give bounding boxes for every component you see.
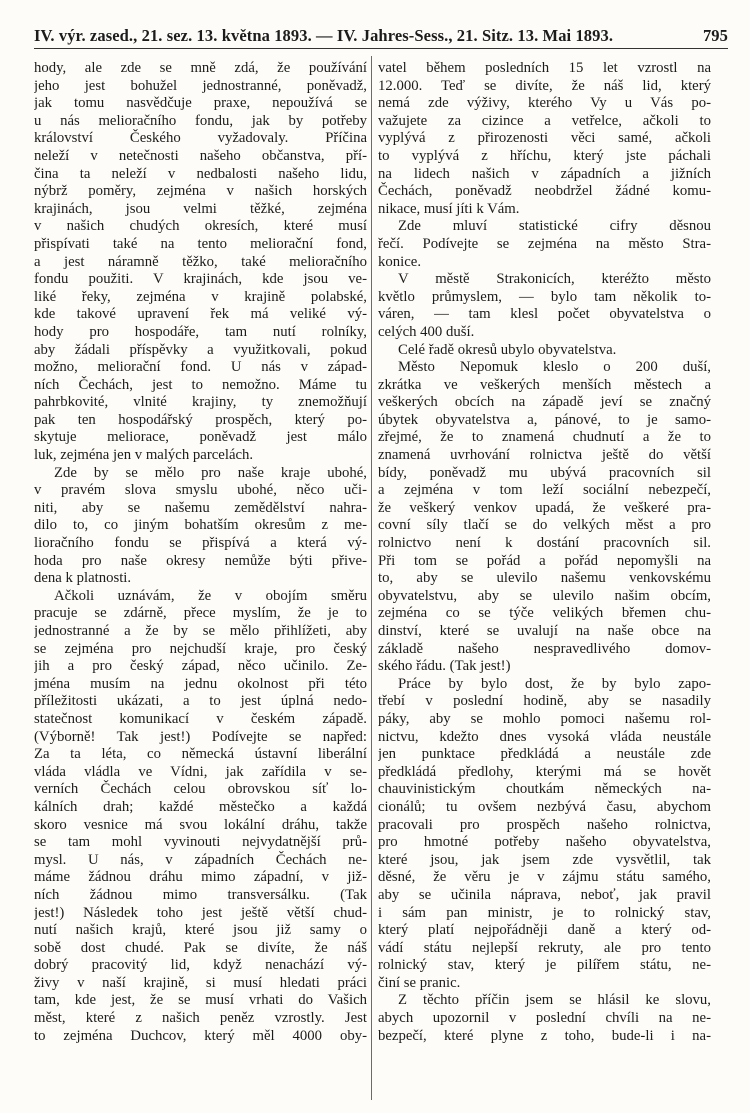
- text-line: pracovali pro prospěch našeho rolnictva,: [378, 816, 711, 833]
- text-line: bídy, poněvadž mu ubývá pracovních sil: [378, 464, 711, 481]
- text-line: hody, ale zde se mně zdá, že používání: [34, 60, 367, 76]
- text-line: mysl. U nás, v západních Čechách ne-: [34, 851, 367, 868]
- text-line: které jsou, jak jsem zde vysvětlil, tak: [378, 851, 711, 868]
- text-line: děsné, že věru je v zájmu státu samého,: [378, 869, 711, 886]
- text-line: Při tom se pořád a pořád nepomyšli na: [378, 552, 711, 569]
- text-line: pro hmotné potřeby našeho obyvatelstva,: [378, 834, 711, 851]
- text-line: niti, aby se našemu zemědělství nahra-: [34, 499, 367, 516]
- text-line: sobě dost chudé. Pak se divíte, že náš: [34, 939, 367, 956]
- text-line: cionálů; tu ovšem nezbývá času, abychom: [378, 798, 711, 815]
- page-number: 795: [702, 26, 728, 45]
- text-line: dinství, které se uvalují na naše obce na: [378, 623, 711, 639]
- text-line: Město Nepomuk kleslo o 200 duší,: [398, 359, 711, 376]
- text-line: předkládá předlohy, kterými má se hovět: [378, 763, 711, 780]
- text-line: znamená uvrhování rolnictva ještě do větší: [378, 447, 711, 464]
- text-line: nikace, musí jíti k Vám.: [378, 200, 520, 217]
- text-line: liké řeky, zejména v krajině polabské,: [34, 288, 367, 305]
- text-line: chauvinistickým choutkám německých na-: [378, 781, 711, 798]
- text-line: i sám pan ministr, je to rolnický stav,: [378, 904, 711, 921]
- text-line: rolnictvo není k dostání pracovních sil.: [378, 535, 711, 552]
- text-line: čina ta neleží v nedbalosti našeho lidu,: [34, 165, 367, 182]
- text-line: bezpečí, které plyne z toho, bude-li i na-: [378, 1027, 711, 1044]
- text-line: a zejména v tom leží sociální nebezpečí,: [378, 482, 711, 499]
- text-line: vyplývá z přirozenosti věci samé, ačkoli: [378, 130, 711, 147]
- text-line: příležitosti ukázati, a to jest úplná nedo-: [34, 693, 367, 710]
- text-line: dena k platnosti.: [34, 570, 132, 587]
- text-line: se tam mohl vyvinouti nejvydatnější prů-: [34, 834, 367, 851]
- text-line: nýbrž poměry, zejména v našich horských: [34, 183, 367, 200]
- text-line: pak ten hospodářský prospěch, který po-: [34, 411, 367, 428]
- text-line: zřejmé, že to znamená chudnutí a že to: [378, 429, 711, 446]
- text-line: vádí státu nejlepší rekruty, ale pro tento: [378, 939, 711, 956]
- text-line: úbytek obyvatelstva a, pánové, to je samo-: [378, 411, 711, 428]
- text-line: dilo to, co jiným bohatším okresům z me-: [34, 517, 367, 534]
- text-line: to, aby se ulevilo našemu venkovskému: [378, 570, 711, 587]
- text-line: možno, meliorační fond. U nás v západ-: [34, 359, 367, 376]
- text-line: hody pro hospodáře, tam nutí rolníky,: [34, 323, 367, 340]
- text-line: měst, které z našich peněz vzrostly. Jest: [34, 1010, 367, 1027]
- text-line: (Výborně! Tak jest!) Podívejte se napřed:: [34, 728, 367, 745]
- text-line: skytuje meliorace, poněvadž jest málo: [34, 429, 367, 446]
- text-line: hoda pro naše okresy nemůže býti přive-: [34, 552, 367, 569]
- text-line: Z těchto příčin jsem se hlásil ke slovu,: [398, 992, 711, 1009]
- text-line: Ačkoli uznávám, že v obojím směru: [54, 587, 367, 604]
- text-line: kálních drah; každé městečko a každá: [34, 798, 367, 815]
- text-line: a jest náramně těžko, také melioračního: [34, 253, 367, 270]
- text-line: páky, aby se mohlo pomoci našemu rol-: [378, 710, 711, 727]
- text-line: statečnost komunikací v českém západě.: [34, 710, 367, 727]
- text-line: vatel během posledních 15 let vzrostl na: [378, 60, 711, 76]
- text-line: 12.000. Teď se divíte, že náš lid, který: [378, 77, 711, 94]
- text-line: třebí v poslední hodině, aby se nasadily: [378, 693, 711, 710]
- text-line: jest!) Následek toho jest ještě větší chud-: [34, 904, 367, 921]
- left-column: [34, 60, 367, 1100]
- text-line: jen punktace předkládá a neustále zde: [378, 746, 711, 763]
- text-line: základě našeho nespravedlivého domov-: [378, 640, 711, 657]
- text-line: který platí nejpořádněji daně a který od-: [378, 922, 711, 939]
- text-line: Zde mluví statistické cifry děsnou: [398, 218, 711, 235]
- text-line: nutí našich krajů, které jsou již samy o: [34, 922, 367, 939]
- text-line: u nás melioračního fondu, jak by potřeby: [34, 112, 367, 129]
- text-line: ních Čechách, jest to nemožno. Máme tu: [34, 376, 367, 393]
- right-column: [378, 60, 711, 1100]
- text-line: to zejména Duchcov, který měl 4000 oby-: [34, 1027, 367, 1044]
- text-line: lioračního fondu se přispívá a která vý-: [34, 535, 367, 552]
- text-line: važujete za cizince a vetřelce, ačkoli to: [378, 112, 711, 129]
- text-line: Práce by bylo dost, že by bylo zapo-: [398, 675, 711, 692]
- text-line: vláda vládla ve Vídni, jak zařídila v se-: [34, 763, 367, 780]
- text-line: v našich chudých okresích, které musí: [34, 218, 367, 235]
- text-line: to vyplývá z hříchu, který jste páchali: [378, 147, 711, 164]
- text-line: zejména co se týče velikých břemen chu-: [378, 605, 711, 622]
- text-line: krajinách, jsou velmi těžké, zejména: [34, 200, 367, 217]
- text-line: pahrbkovité, vlnité krajiny, ty znemožňují: [34, 394, 367, 411]
- text-line: máme žádnou dráhu mimo západní, v již-: [34, 869, 367, 886]
- text-line: zkrátka ve veškerých menších městech a: [378, 376, 711, 393]
- text-line: abych upozornil v poslední chvíli na ne-: [378, 1010, 711, 1027]
- text-line: Čechách, poněvadž neobdržel žádné komu-: [378, 183, 711, 200]
- text-line: obyvatelstvu, aby se ulevilo našim obcím,: [378, 587, 711, 604]
- text-line: květlo průmyslem, — bylo tam několik to-: [378, 288, 711, 305]
- running-head: IV. výr. zased., 21. sez. 13. května 1893. — IV. Jahres-Sess., 21. Sitz. 13. Mai 1893.: [34, 26, 614, 45]
- text-line: jeho jest bohužel jednostranné, poněvadž,: [34, 77, 367, 94]
- text-line: nemá zde výživy, kterého Vy u Vás po-: [378, 95, 711, 112]
- text-line: veškerých obcích na západě jeví se značný: [378, 394, 711, 411]
- text-line: jih a pro český západ, něco učinilo. Ze-: [34, 658, 367, 675]
- text-line: v pravém slova smyslu ubohé, něco uči-: [34, 482, 367, 499]
- text-line: váren, — tam klesl počet obyvatelstva o: [378, 306, 711, 323]
- text-line: neleží v netečnosti našeho občanstva, pří-: [34, 147, 367, 164]
- text-line: se zejména pro nejchudší kraje, pro český: [34, 640, 367, 657]
- text-line: konice.: [378, 253, 422, 270]
- text-line: fondu použiti. V krajinách, kde jsou ve-: [34, 271, 367, 288]
- text-line: kde takové upravení řek má veliké vý-: [34, 306, 367, 323]
- text-line: skoro vesnice má svou lokální dráhu, takže: [34, 816, 367, 833]
- text-line: že veškerý venkov upadá, že veškeré pra-: [378, 499, 711, 516]
- text-line: království Českého vyžadovaly. Příčina: [34, 130, 367, 147]
- text-line: jak tomu nasvědčuje praxe, nepoužívá se: [34, 95, 367, 112]
- text-line: Zde by se mělo pro naše kraje ubohé,: [54, 464, 367, 481]
- page-header: [34, 12, 728, 49]
- text-line: pracuje se zdárně, přece myslím, že je to: [34, 605, 367, 622]
- text-line: rolnický stav, který je pilířem státu, ne-: [378, 957, 711, 974]
- text-line: covní síly tlačí se do velkých měst a pro: [378, 517, 711, 534]
- text-line: nictvu, kdežto dnes vysoká vláda neustále: [378, 728, 711, 745]
- text-line: luk, zejména jen v malých parcelách.: [34, 447, 254, 464]
- text-line: aby se učinila náprava, neboť, jak pravil: [378, 886, 711, 903]
- text-line: verních Čechách celou obrovskou síť lo-: [34, 781, 367, 798]
- text-line: tam, kde jest, že se musí vrhati do Vašich: [34, 992, 367, 1009]
- text-line: na lidech našich v západních a jižních: [378, 165, 711, 182]
- text-line: aby žádali příspěvky a využitkovali, pokud: [34, 341, 367, 358]
- text-line: Za ta léta, co německá ústavní liberální: [34, 746, 367, 763]
- text-line: jednostranné a že by se mělo přihlížeti, aby: [34, 623, 367, 639]
- text-line: Celé řadě okresů ubylo obyvatelstva.: [398, 341, 617, 358]
- text-line: jména musím na jednu okolnost při této: [34, 675, 367, 692]
- column-divider: [371, 56, 372, 1100]
- text-line: činí se pranic.: [378, 974, 461, 991]
- text-line: ních žádnou mimo transversálku. (Tak: [34, 886, 367, 903]
- text-line: přispívati také na tento meliorační fond,: [34, 235, 367, 252]
- text-line: živy v naší krajině, si musí hledati práci: [34, 974, 367, 991]
- text-line: V městě Strakonicích, kteréžto město: [398, 271, 711, 288]
- text-line: řečí. Podívejte se zejména na město Stra-: [378, 235, 711, 252]
- text-line: dobrý pracovitý lid, když nenachází vý-: [34, 957, 367, 974]
- text-line: ského řádu. (Tak jest!): [378, 658, 511, 675]
- text-line: celých 400 duší.: [378, 323, 475, 340]
